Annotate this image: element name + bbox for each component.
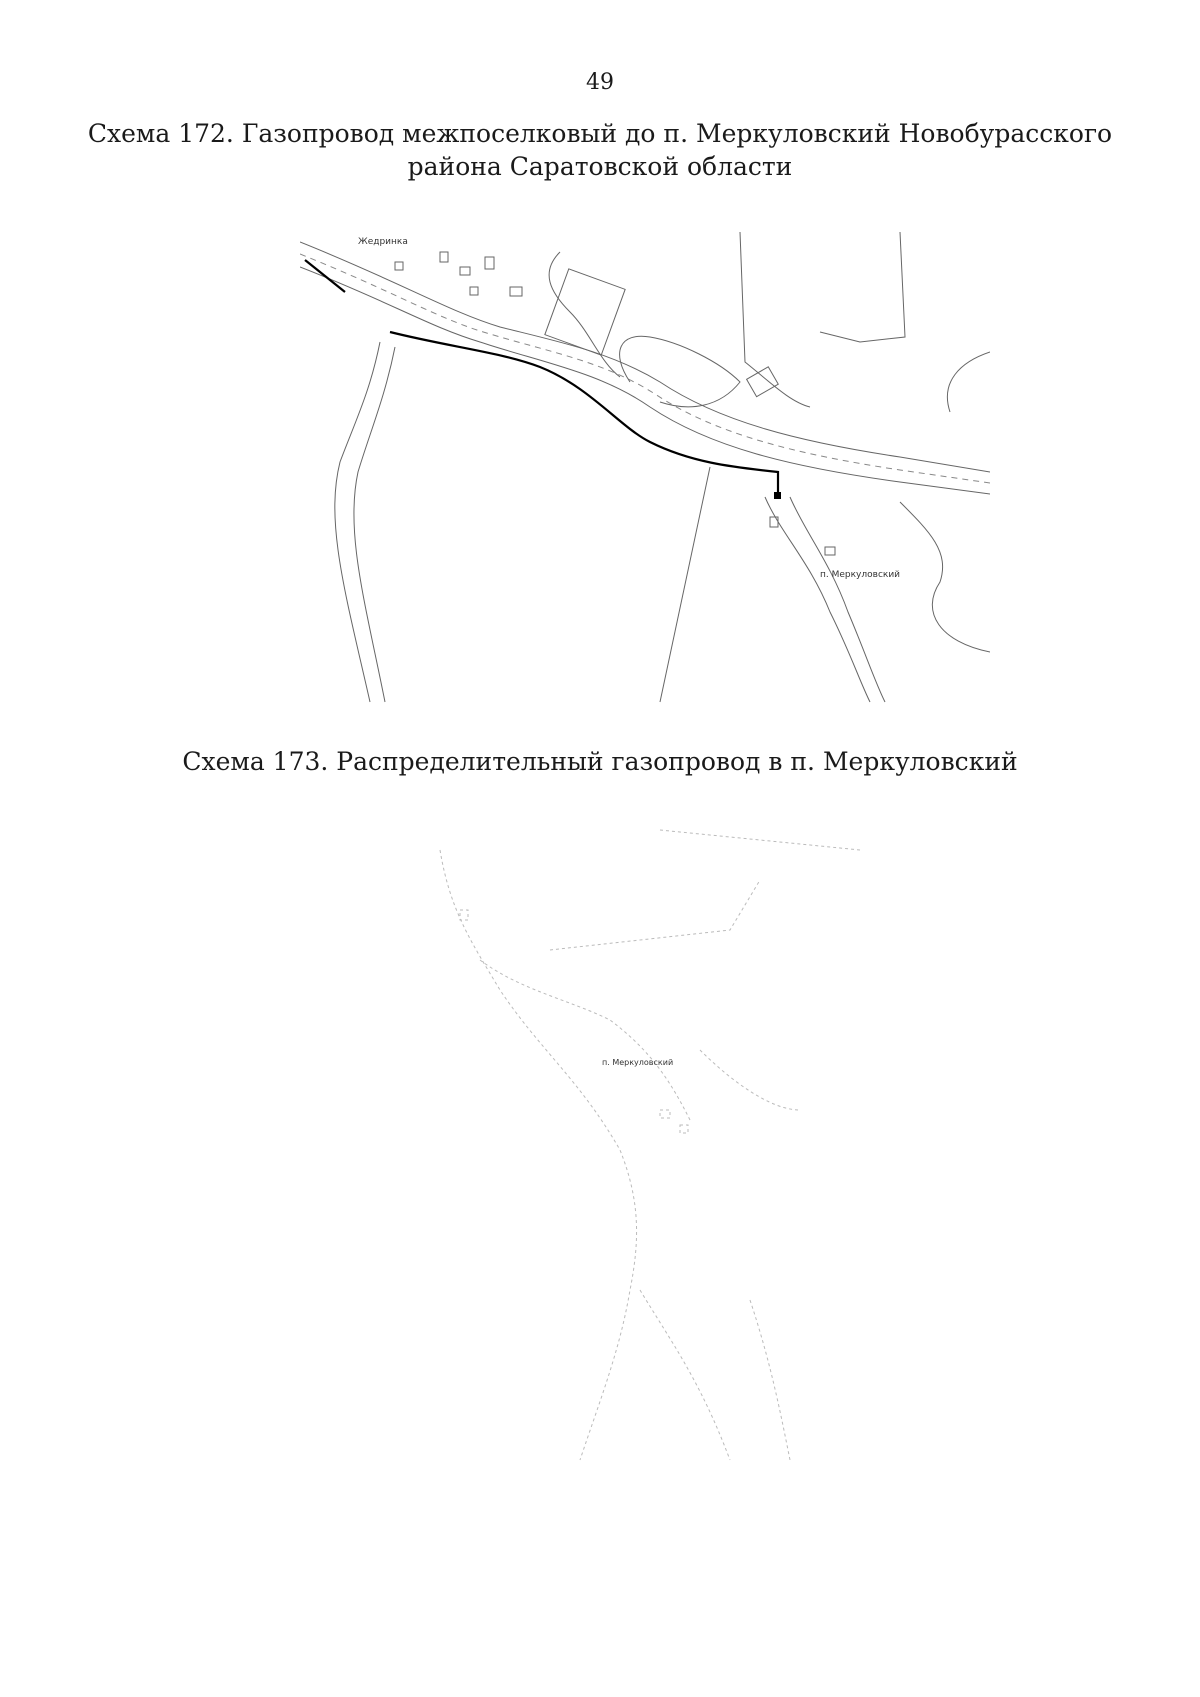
scheme-173-caption: Схема 173. Распределительный газопровод в п. Меркуловский xyxy=(182,747,1018,776)
field-line-6 xyxy=(549,252,620,377)
gas-pipeline xyxy=(305,260,778,494)
map-label-merkulovsky: п. Меркуловский xyxy=(602,1058,674,1067)
field-boundary-4 xyxy=(700,1050,800,1110)
scheme-172-caption-line1: Схема 172. Газопровод межпоселковый до п. Меркуловский Новобурасского xyxy=(87,119,1113,148)
field-line-7 xyxy=(620,336,740,407)
building-7 xyxy=(470,287,478,295)
side-road-west-2 xyxy=(354,347,395,702)
map-label-zhedrinka: Жедринка xyxy=(358,237,408,247)
building-3 xyxy=(440,252,448,262)
road-edge-north xyxy=(300,242,990,472)
field-boundary-1 xyxy=(550,880,760,950)
field-line-2 xyxy=(660,467,710,702)
road-edge-south xyxy=(300,267,990,494)
building-4 xyxy=(460,267,470,275)
field-line-9 xyxy=(900,502,990,652)
field-line-3 xyxy=(765,497,870,702)
building-2 xyxy=(747,367,779,397)
field-boundary-2 xyxy=(640,1290,730,1460)
gas-pipeline-endpoint xyxy=(774,492,781,499)
field-line-4 xyxy=(790,497,885,702)
field-line-5 xyxy=(820,232,905,342)
road-north xyxy=(660,830,860,850)
page-number: 49 xyxy=(586,70,614,95)
map-label-merkulovsky: п. Меркуловский xyxy=(820,570,901,580)
road-west-edge xyxy=(440,850,637,1460)
scheme-172-map xyxy=(300,232,990,707)
scheme-173-map xyxy=(430,820,870,1480)
road-east-edge xyxy=(480,960,690,1120)
building-2 xyxy=(660,1110,670,1118)
field-line-8 xyxy=(947,352,990,412)
building-10 xyxy=(825,547,835,555)
scheme-172-caption-line2: района Саратовской области xyxy=(407,152,793,181)
building-8 xyxy=(395,262,403,270)
building-1 xyxy=(460,910,468,920)
building-5 xyxy=(485,257,494,269)
field-boundary-3 xyxy=(750,1300,790,1460)
side-road-west xyxy=(335,342,380,702)
field-line-1 xyxy=(740,232,810,407)
building-3 xyxy=(680,1125,688,1133)
scheme-172-caption xyxy=(0,117,1200,183)
road-centerline xyxy=(300,254,990,483)
building-6 xyxy=(510,287,522,296)
building-1 xyxy=(545,269,625,355)
